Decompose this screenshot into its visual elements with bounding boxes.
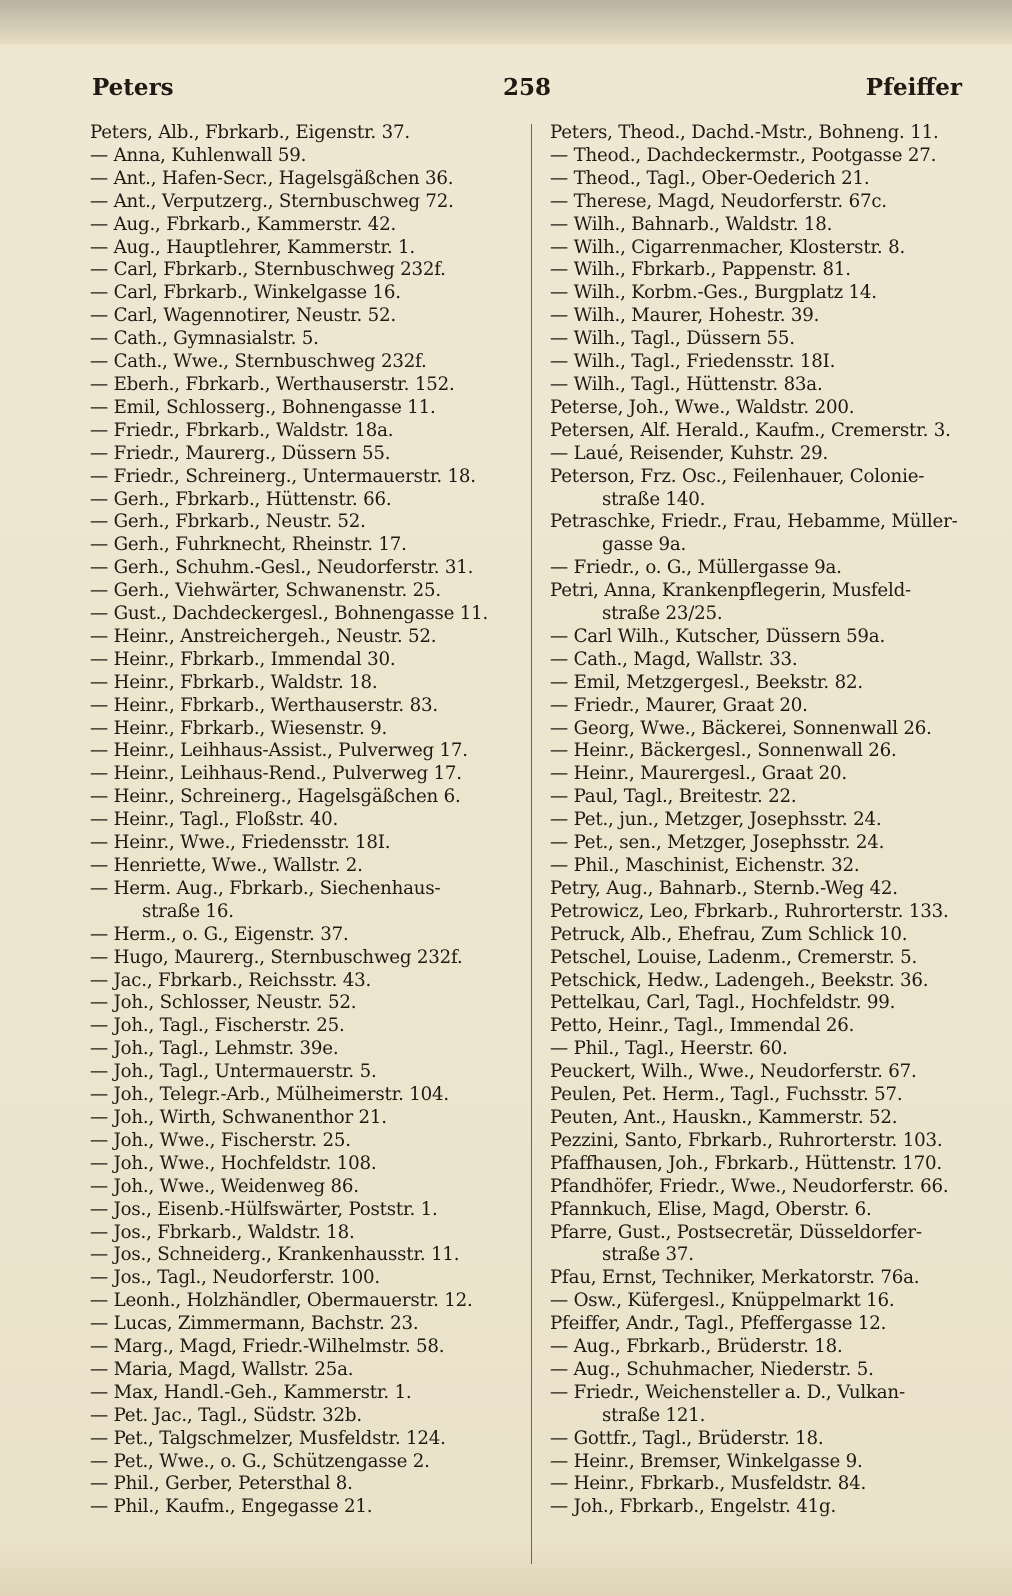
directory-entry: Pfarre, Gust., Postsecretär, Düsseldorfer-	[550, 1221, 922, 1243]
directory-entry: — Heinr., Leihhaus-Assist., Pulverweg 17.	[90, 740, 468, 762]
directory-entry: Pezzini, Santo, Fbrkarb., Ruhrorterstr. 103.	[550, 1129, 943, 1151]
directory-entry: Petrowicz, Leo, Fbrkarb., Ruhrorterstr. 133.	[550, 900, 949, 922]
directory-entry: — Pet., sen., Metzger, Josephsstr. 24.	[550, 832, 885, 854]
directory-entry: — Henriette, Wwe., Wallstr. 2.	[90, 855, 363, 876]
directory-entry: — Carl, Fbrkarb., Winkelgasse 16.	[90, 282, 401, 304]
directory-entry: Pfeiffer, Andr., Tagl., Pfeffergasse 12.	[550, 1313, 887, 1335]
directory-entry: — Heinr., Tagl., Floßstr. 40.	[90, 809, 339, 831]
directory-entry: Pfandhöfer, Friedr., Wwe., Neudorferstr. 66.	[550, 1175, 949, 1197]
directory-entry: — Osw., Küfergesl., Knüppelmarkt 16.	[550, 1290, 895, 1312]
directory-entry: — Friedr., Weichensteller a. D., Vulkan-	[550, 1381, 905, 1403]
directory-entry: — Friedr., Maurerg., Düssern 55.	[90, 442, 391, 464]
directory-entry: — Herm. Aug., Fbrkarb., Siechenhaus-	[90, 877, 441, 899]
header-left-keyword: Peters	[92, 74, 174, 101]
directory-entry: — Laué, Reisender, Kuhstr. 29.	[550, 442, 829, 464]
directory-entry: — Anna, Kuhlenwall 59.	[90, 144, 307, 166]
directory-entry: — Friedr., Maurer, Graat 20.	[550, 694, 808, 716]
directory-entry: — Pet., jun., Metzger, Josephsstr. 24.	[550, 809, 882, 831]
page-number: 258	[502, 74, 551, 101]
directory-entry-continuation: straße 37.	[602, 1244, 694, 1266]
directory-entry: — Wilh., Bahnarb., Waldstr. 18.	[550, 213, 833, 235]
directory-entry-continuation: gasse 9a.	[602, 534, 687, 556]
directory-entry: — Heinr., Anstreichergeh., Neustr. 52.	[90, 625, 437, 647]
directory-entry: Peuten, Ant., Hauskn., Kammerstr. 52.	[550, 1106, 898, 1128]
directory-entry: — Hugo, Maurerg., Sternbuschweg 232f.	[90, 946, 463, 968]
directory-entry: — Pet. Jac., Tagl., Südstr. 32b.	[90, 1404, 362, 1426]
directory-entry: Peterson, Frz. Osc., Feilenhauer, Colonie-	[550, 465, 925, 487]
directory-entry: — Gottfr., Tagl., Brüderstr. 18.	[550, 1427, 824, 1449]
directory-entry: — Jos., Fbrkarb., Waldstr. 18.	[90, 1221, 355, 1243]
directory-entry: — Phil., Tagl., Heerstr. 60.	[550, 1038, 788, 1060]
directory-entry: — Gust., Dachdeckergesl., Bohnengasse 11.	[90, 603, 489, 625]
directory-entry: — Gerh., Fuhrknecht, Rheinstr. 17.	[90, 534, 407, 556]
directory-entry: — Wilh., Tagl., Hüttenstr. 83a.	[550, 373, 823, 395]
directory-entry: Peters, Alb., Fbrkarb., Eigenstr. 37.	[90, 122, 410, 143]
directory-entry: Peuckert, Wilh., Wwe., Neudorferstr. 67.	[550, 1061, 917, 1083]
directory-entry: — Heinr., Fbrkarb., Waldstr. 18.	[90, 671, 378, 693]
directory-entry: — Wilh., Tagl., Friedensstr. 18I.	[550, 351, 836, 373]
directory-entry: — Joh., Tagl., Lehmstr. 39e.	[90, 1038, 339, 1060]
directory-entry: — Carl, Wagennotirer, Neustr. 52.	[90, 305, 396, 327]
directory-entry: — Joh., Wirth, Schwanenthor 21.	[90, 1106, 387, 1128]
directory-entry: — Joh., Telegr.-Arb., Mülheimerstr. 104.	[90, 1084, 449, 1106]
directory-entry: Pfannkuch, Elise, Magd, Oberstr. 6.	[550, 1198, 872, 1220]
directory-entry: — Joh., Tagl., Untermauerstr. 5.	[90, 1061, 377, 1083]
directory-entry: — Jos., Schneiderg., Krankenhausstr. 11.	[90, 1244, 460, 1266]
directory-entry: — Jos., Tagl., Neudorferstr. 100.	[90, 1267, 380, 1289]
directory-entry: Petersen, Alf. Herald., Kaufm., Cremerstr. 3.	[550, 419, 951, 441]
directory-entry: Pettelkau, Carl, Tagl., Hochfeldstr. 99.	[550, 992, 896, 1014]
directory-entry: — Herm., o. G., Eigenstr. 37.	[90, 923, 349, 945]
scan-edge-shadow	[0, 0, 1012, 44]
directory-entry: — Heinr., Wwe., Friedensstr. 18I.	[90, 832, 391, 854]
directory-entry: — Wilh., Korbm.-Ges., Burgplatz 14.	[550, 282, 877, 304]
directory-entry: — Heinr., Schreinerg., Hagelsgäßchen 6.	[90, 786, 461, 808]
directory-entry: Petto, Heinr., Tagl., Immendal 26.	[550, 1015, 855, 1037]
directory-entry: Petruck, Alb., Ehefrau, Zum Schlick 10.	[550, 923, 908, 945]
page-header	[92, 74, 962, 110]
directory-entry: Petschel, Louise, Ladenm., Cremerstr. 5.	[550, 946, 918, 968]
directory-entry: — Joh., Wwe., Fischerstr. 25.	[90, 1129, 351, 1151]
directory-entry: — Eberh., Fbrkarb., Werthauserstr. 152.	[90, 373, 455, 395]
directory-entry: — Jac., Fbrkarb., Reichsstr. 43.	[90, 969, 372, 991]
directory-entry: — Phil., Gerber, Petersthal 8.	[90, 1473, 353, 1495]
directory-entry: — Theod., Dachdeckermstr., Pootgasse 27.	[550, 144, 937, 166]
directory-entry: — Heinr., Fbrkarb., Musfeldstr. 84.	[550, 1473, 867, 1495]
directory-entry: — Pet., Wwe., o. G., Schützengasse 2.	[90, 1450, 430, 1472]
directory-entry: Petry, Aug., Bahnarb., Sternb.-Weg 42.	[550, 877, 898, 899]
directory-entry: — Friedr., Schreinerg., Untermauerstr. 18.	[90, 465, 476, 487]
directory-entry: — Ant., Verputzerg., Sternbuschweg 72.	[90, 190, 454, 212]
directory-entry: — Cath., Wwe., Sternbuschweg 232f.	[90, 351, 427, 373]
directory-entry: Peters, Theod., Dachd.-Mstr., Bohneng. 11.	[550, 122, 939, 143]
directory-entry: Peulen, Pet. Herm., Tagl., Fuchsstr. 57.	[550, 1084, 903, 1106]
directory-entry: Petri, Anna, Krankenpflegerin, Musfeld-	[550, 580, 911, 602]
directory-entry: — Heinr., Bäckergesl., Sonnenwall 26.	[550, 740, 897, 762]
directory-entry: — Joh., Schlosser, Neustr. 52.	[90, 992, 357, 1014]
directory-entry-continuation: straße 121.	[602, 1404, 706, 1426]
directory-entry: — Joh., Fbrkarb., Engelstr. 41g.	[550, 1496, 837, 1518]
directory-entry: Pfau, Ernst, Techniker, Merkatorstr. 76a.	[550, 1267, 920, 1289]
right-column	[550, 122, 975, 1519]
left-column	[90, 122, 522, 1519]
directory-entry-continuation: straße 23/25.	[602, 603, 723, 625]
directory-entry: — Georg, Wwe., Bäckerei, Sonnenwall 26.	[550, 717, 932, 739]
directory-entry: — Carl, Fbrkarb., Sternbuschweg 232f.	[90, 259, 446, 281]
directory-entry: — Emil, Schlosserg., Bohnengasse 11.	[90, 396, 436, 418]
directory-entry: — Gerh., Schuhm.-Gesl., Neudorferstr. 31.	[90, 557, 474, 579]
directory-entry: Pfaffhausen, Joh., Fbrkarb., Hüttenstr. 170.	[550, 1152, 942, 1174]
directory-entry: — Joh., Wwe., Weidenweg 86.	[90, 1175, 359, 1197]
directory-entry: — Aug., Hauptlehrer, Kammerstr. 1.	[90, 236, 416, 258]
directory-entry: — Theod., Tagl., Ober-Oederich 21.	[550, 167, 870, 189]
directory-entry-continuation: straße 140.	[602, 488, 706, 510]
directory-entry-continuation: straße 16.	[142, 900, 234, 922]
directory-entry: — Ant., Hafen-Secr., Hagelsgäßchen 36.	[90, 167, 454, 189]
directory-entry: — Pet., Talgschmelzer, Musfeldstr. 124.	[90, 1427, 446, 1449]
directory-entry: — Heinr., Fbrkarb., Immendal 30.	[90, 648, 396, 670]
directory-entry: — Carl Wilh., Kutscher, Düssern 59a.	[550, 625, 886, 647]
directory-entry: Peterse, Joh., Wwe., Waldstr. 200.	[550, 396, 855, 418]
directory-entry: Petschick, Hedw., Ladengeh., Beekstr. 36.	[550, 969, 929, 991]
directory-entry: — Leonh., Holzhändler, Obermauerstr. 12.	[90, 1290, 473, 1312]
directory-entry: — Heinr., Bremser, Winkelgasse 9.	[550, 1450, 863, 1472]
directory-entry: — Cath., Magd, Wallstr. 33.	[550, 648, 798, 670]
directory-entry: — Wilh., Cigarrenmacher, Klosterstr. 8.	[550, 236, 906, 258]
directory-entry: — Friedr., Fbrkarb., Waldstr. 18a.	[90, 419, 394, 441]
directory-entry: — Therese, Magd, Neudorferstr. 67c.	[550, 190, 887, 212]
directory-entry: — Wilh., Fbrkarb., Pappenstr. 81.	[550, 259, 851, 281]
directory-entry: — Cath., Gymnasialstr. 5.	[90, 328, 319, 350]
header-right-keyword: Pfeiffer	[865, 74, 962, 101]
directory-entry: — Jos., Eisenb.-Hülfswärter, Poststr. 1.	[90, 1198, 438, 1220]
directory-entry: — Aug., Schuhmacher, Niederstr. 5.	[550, 1358, 874, 1380]
directory-entry: — Aug., Fbrkarb., Brüderstr. 18.	[550, 1336, 843, 1358]
directory-entry: — Friedr., o. G., Müllergasse 9a.	[550, 557, 842, 579]
directory-entry: — Phil., Kaufm., Engegasse 21.	[90, 1496, 373, 1518]
directory-entry: — Heinr., Leihhaus-Rend., Pulverweg 17.	[90, 763, 462, 785]
directory-entry: — Heinr., Maurergesl., Graat 20.	[550, 763, 847, 785]
column-divider	[531, 124, 532, 1564]
directory-entry: — Phil., Maschinist, Eichenstr. 32.	[550, 855, 860, 876]
directory-entry: Petraschke, Friedr., Frau, Hebamme, Müller-	[550, 511, 958, 533]
directory-entry: — Wilh., Maurer, Hohestr. 39.	[550, 305, 820, 327]
directory-entry: — Gerh., Fbrkarb., Hüttenstr. 66.	[90, 488, 392, 510]
directory-entry: — Gerh., Fbrkarb., Neustr. 52.	[90, 511, 366, 533]
directory-entry: — Aug., Fbrkarb., Kammerstr. 42.	[90, 213, 397, 235]
directory-entry: — Heinr., Fbrkarb., Werthauserstr. 83.	[90, 694, 438, 716]
directory-entry: — Lucas, Zimmermann, Bachstr. 23.	[90, 1313, 419, 1335]
directory-entry: — Gerh., Viehwärter, Schwanenstr. 25.	[90, 580, 441, 602]
directory-entry: — Joh., Tagl., Fischerstr. 25.	[90, 1015, 345, 1037]
directory-entry: — Wilh., Tagl., Düssern 55.	[550, 328, 795, 350]
directory-entry: — Maria, Magd, Wallstr. 25a.	[90, 1358, 354, 1380]
directory-entry: — Heinr., Fbrkarb., Wiesenstr. 9.	[90, 717, 388, 739]
directory-entry: — Marg., Magd, Friedr.-Wilhelmstr. 58.	[90, 1336, 445, 1358]
directory-entry: — Max, Handl.-Geh., Kammerstr. 1.	[90, 1381, 412, 1403]
directory-entry: — Paul, Tagl., Breitestr. 22.	[550, 786, 797, 808]
directory-entry: — Emil, Metzgergesl., Beekstr. 82.	[550, 671, 863, 693]
directory-entry: — Joh., Wwe., Hochfeldstr. 108.	[90, 1152, 377, 1174]
